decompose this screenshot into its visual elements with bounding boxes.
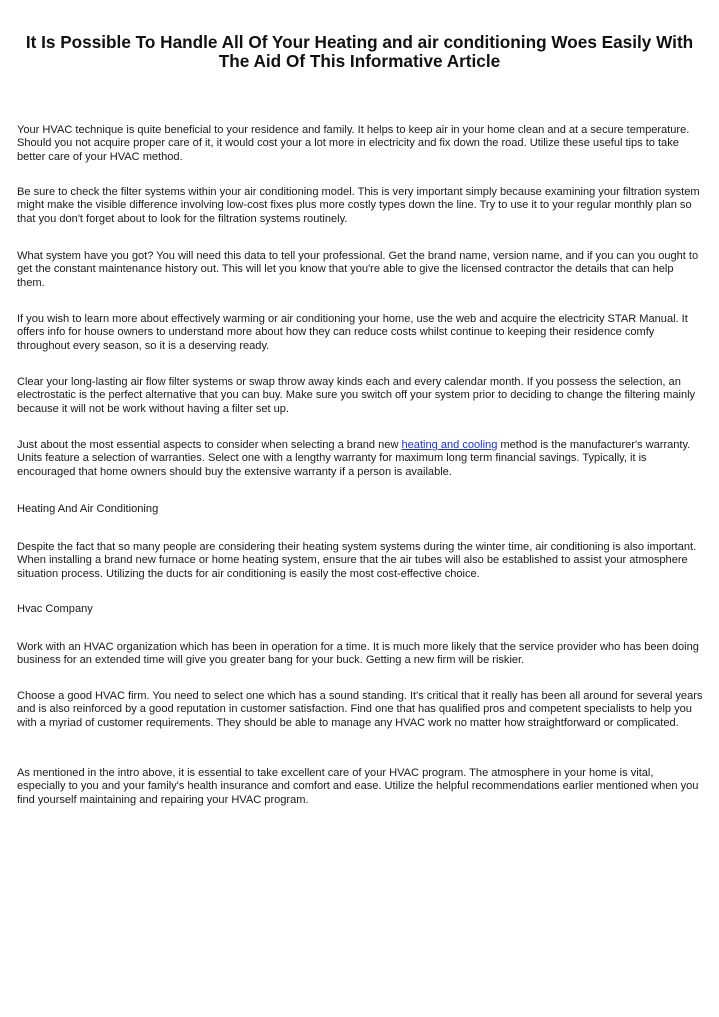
paragraph-good-firm: Choose a good HVAC firm. You need to select one which has a sound standing. It's critical that it really has been all around for several years and is also reinforced by a good reputation in customer satisfaction. Find one that has qualified pros and competent specialists to help you with a myriad of customer requirements. They should be able to manage any HVAC work no matter how straightforward or complicated. — [17, 690, 703, 729]
section-heading-heating-ac: Heating And Air Conditioning — [17, 503, 159, 515]
warranty-text-start: Just about the most essential aspects to consider when selecting a brand new — [17, 439, 402, 451]
paragraph-warranty — [17, 439, 703, 479]
warranty-text-end: method is the manufacturer's warranty. Units feature a selection of warranties. Select one with a lengthy warranty for maximum long term financial savings. Typically, it is encouraged that home owners should buy the extensive warranty if a person is available. — [17, 439, 691, 478]
paragraph-filter-check: Be sure to check the filter systems within your air conditioning model. This is very important simply because examining your filtration system might make the visible difference involving low-cost fixes plus more costly types down the line. Try to use it to your regular monthly plan so that you don't forget about to look for the filtration systems routinely. — [17, 186, 700, 225]
paragraph-energy-star: If you wish to learn more about effectively warming or air conditioning your home, use the web and acquire the electricity STAR Manual. It offers info for house owners to understand more about how they can reduce costs whilst continue to keeping their residence comfy throughout every season, so it is a deserving ready. — [17, 313, 688, 352]
article-title: It Is Possible To Handle All Of Your Heating and air conditioning Woes Easily With The Aid Of This Informative Article — [25, 32, 694, 71]
section-heading-hvac-company: Hvac Company — [17, 603, 93, 615]
paragraph-air-conditioning: Despite the fact that so many people are considering their heating system systems during the winter time, air conditioning is also important. When installing a brand new furnace or home heating system, ensure that the air tubes will also be established to assist your atmosphere situation process. Utilizing the ducts for air conditioning is easily the most cost-effective choice. — [17, 541, 697, 580]
heating-and-cooling-link[interactable]: heating and cooling — [401, 439, 498, 451]
paragraph-clean-filters: Clear your long-lasting air flow filter systems or swap throw away kinds each and every calendar month. If you possess the selection, an electrostatic is the perfect alternative that you can buy. Make sure you switch off your system prior to deciding to change the filtering mainly because it will not be work without having a filter set up. — [17, 376, 696, 415]
paragraph-established-company: Work with an HVAC organization which has been in operation for a time. It is much more likely that the service provider who has been doing business for an extended time will give you greater bang for your buck. Getting a new firm will be riskier. — [17, 641, 699, 667]
paragraph-system-info: What system have you got? You will need this data to tell your professional. Get the brand name, version name, and if you can you ought to get the constant maintenance history out. This will let you know that you're able to give the licensed contractor the details that can help them. — [17, 250, 699, 289]
paragraph-conclusion: As mentioned in the intro above, it is essential to take excellent care of your HVAC program. The atmosphere in your home is vital, especially to you and your family's health insurance and comfort and ease. Utilize the helpful recommendations earlier mentioned when you find yourself maintaining and repairing your HVAC program. — [17, 767, 699, 806]
paragraph-intro: Your HVAC technique is quite beneficial to your residence and family. It helps to keep air in your home clean and at a secure temperature. Should you not acquire proper care of it, it would cost your a lot more in electricity and fix down the road. Utilize these useful tips to take better care of your HVAC method. — [17, 124, 690, 163]
